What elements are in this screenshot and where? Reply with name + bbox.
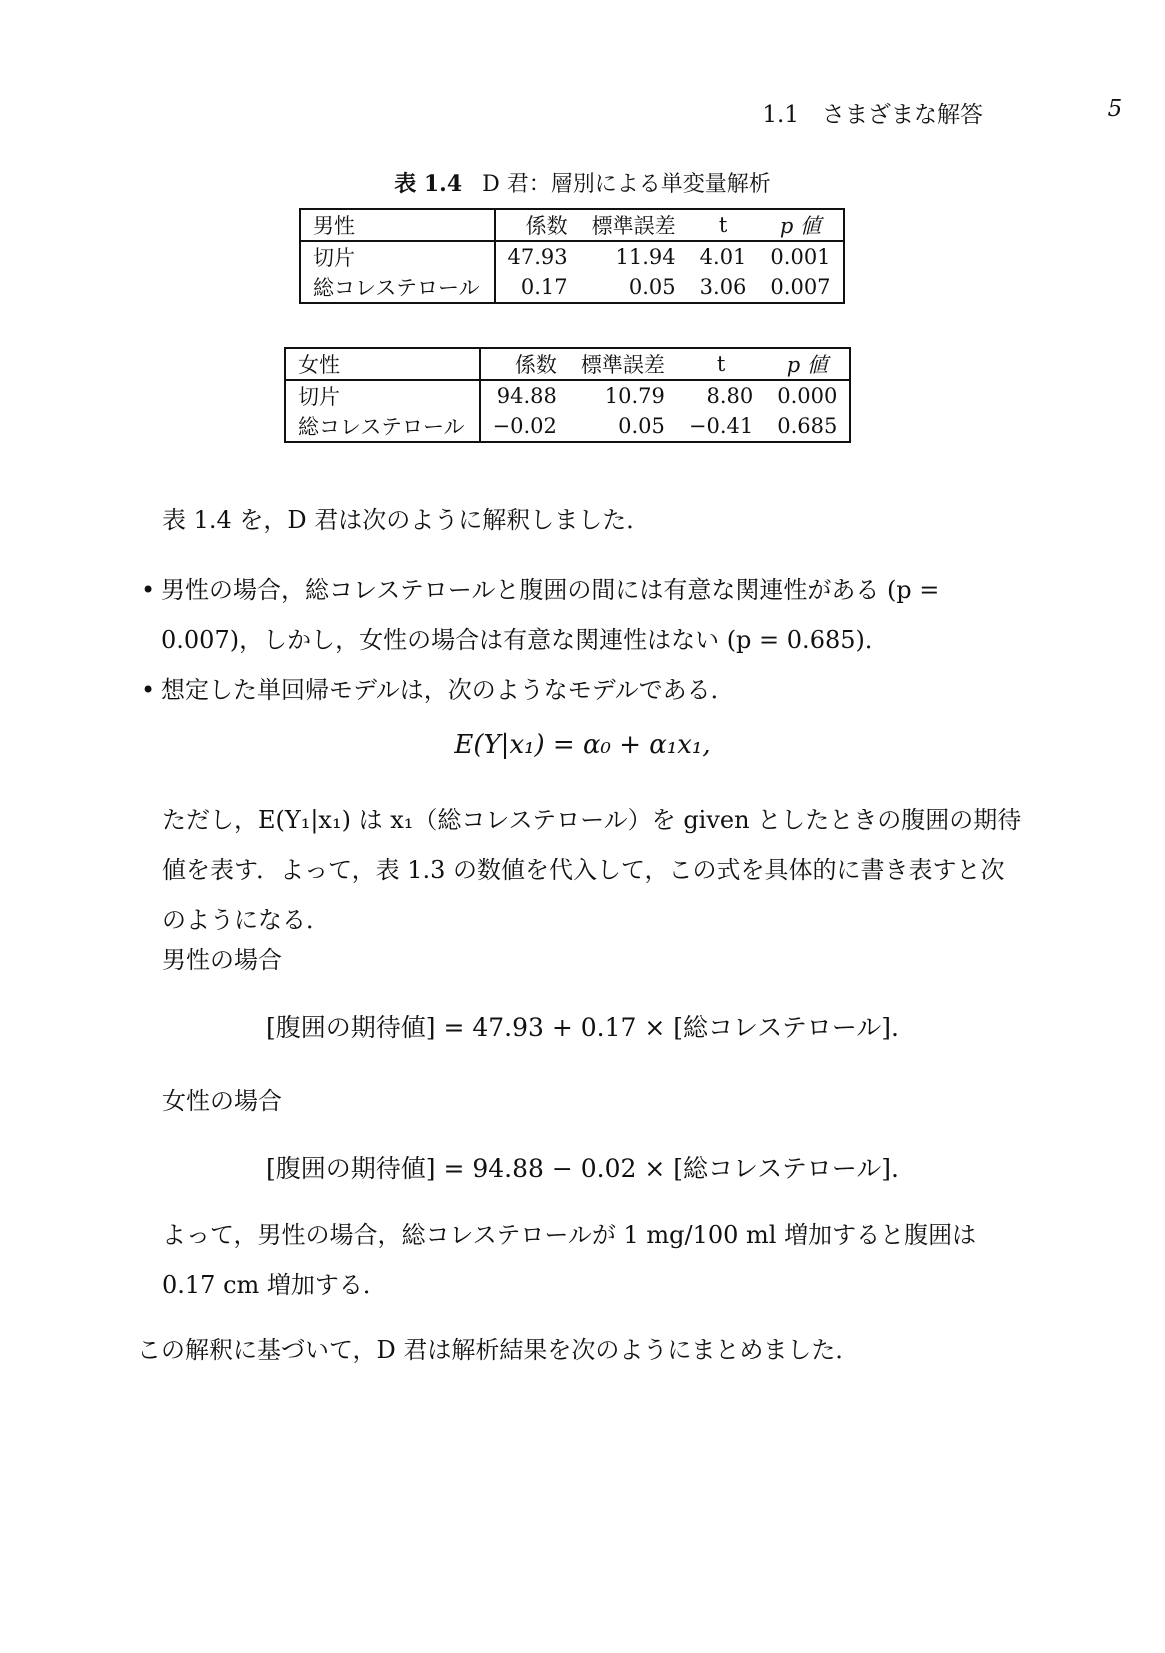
bullet-item-2 xyxy=(141,665,1021,715)
header-p: p 値 xyxy=(758,209,843,241)
table-row xyxy=(285,411,850,442)
running-header xyxy=(762,96,1123,129)
cell-se: 0.05 xyxy=(618,414,665,438)
bullet-item-1 xyxy=(141,565,1021,665)
cell-se: 11.94 xyxy=(615,245,676,269)
header-coef: 係数 xyxy=(480,348,569,380)
result-paragraph: よって，男性の場合，総コレステロールが 1 mg/100 ml 増加すると腹囲は 0.17 cm 増加する． xyxy=(162,1221,977,1299)
cell-se: 10.79 xyxy=(604,384,665,408)
table-row xyxy=(300,241,844,272)
bullet-dot: • xyxy=(141,676,156,704)
cell-coef: 94.88 xyxy=(496,384,557,408)
intro-paragraph: 表 1.4 を，D 君は次のように解釈しました． xyxy=(162,506,651,534)
cell-se: 0.05 xyxy=(628,275,676,299)
cell-coef: −0.02 xyxy=(492,414,557,438)
female-label: 女性の場合 xyxy=(162,1087,282,1115)
cell-p: 0.007 xyxy=(770,275,831,299)
conclusion-paragraph: この解釈に基づいて，D 君は解析結果を次のようにまとめました． xyxy=(137,1336,860,1364)
row-label: 切片 xyxy=(300,241,495,272)
page-number: 5 xyxy=(1107,96,1123,122)
female-equation: [腹囲の期待値] = 94.88 − 0.02 × [総コレステロール]. xyxy=(266,1154,899,1183)
model-equation: E(Y|x₁) = α₀ + α₁x₁, xyxy=(454,730,711,760)
male-equation: [腹囲の期待値] = 47.93 + 0.17 × [総コレステロール]. xyxy=(266,1013,899,1042)
bullet-text: 想定した単回帰モデルは，次のようなモデルである． xyxy=(161,676,735,704)
table-female xyxy=(284,347,851,443)
header-t: t xyxy=(688,209,759,241)
header-group: 男性 xyxy=(300,209,495,241)
cell-coef: 47.93 xyxy=(507,245,568,269)
cell-t: 4.01 xyxy=(699,245,747,269)
table-row xyxy=(300,272,844,303)
header-coef: 係数 xyxy=(495,209,580,241)
bullet-text: 男性の場合，総コレステロールと腹囲の間には有意な関連性がある (p = 0.007)，しかし，女性の場合は有意な関連性はない (p = 0.685)． xyxy=(161,576,940,654)
row-label: 総コレステロール xyxy=(300,272,495,303)
male-label: 男性の場合 xyxy=(162,946,282,974)
cell-p: 0.001 xyxy=(770,245,831,269)
caption-text: D 君：層別による単変量解析 xyxy=(482,172,771,197)
caption-label: 表 1.4 xyxy=(394,171,463,197)
cell-t: 8.80 xyxy=(706,384,754,408)
cell-p: 0.000 xyxy=(777,384,838,408)
row-label: 切片 xyxy=(285,380,480,411)
explanation-paragraph: ただし，E(Y₁|x₁) は x₁（総コレステロール）を given としたときの腹囲の期待値を表す．よって，表 1.3 の数値を代入して，この式を具体的に書き表すと次のようになる． xyxy=(162,806,1022,934)
cell-t: 3.06 xyxy=(699,275,747,299)
cell-coef: 0.17 xyxy=(520,275,568,299)
header-se: 標準誤差 xyxy=(569,348,677,380)
header-t: t xyxy=(677,348,765,380)
table-caption xyxy=(0,167,1165,198)
bullet-dot: • xyxy=(141,576,156,604)
row-label: 総コレステロール xyxy=(285,411,480,442)
section-title: 1.1 さまざまな解答 xyxy=(762,102,983,128)
header-group: 女性 xyxy=(285,348,480,380)
cell-p: 0.685 xyxy=(777,414,838,438)
header-se: 標準誤差 xyxy=(580,209,688,241)
header-p: p 値 xyxy=(765,348,850,380)
table-male xyxy=(299,208,845,304)
table-row xyxy=(285,380,850,411)
cell-t: −0.41 xyxy=(688,414,754,438)
